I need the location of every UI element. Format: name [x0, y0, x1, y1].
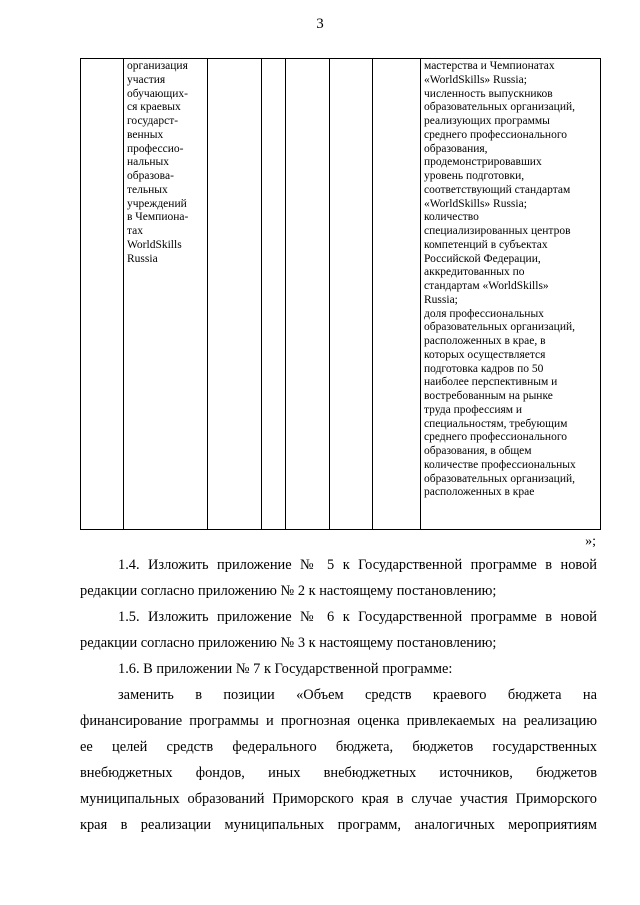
table-cell: [262, 59, 286, 530]
page-number: 3: [316, 16, 324, 32]
task-text: организация участия обучающих- ся краевых государст- венных профессио- нальных образова- тельных учреждений в Чемпиона- тах WorldSkills Russia: [127, 60, 189, 265]
table-cell-task: [124, 59, 208, 530]
paragraph-line: 1.4. Изложить приложение № 5 к Государственной программе в новой: [118, 557, 597, 573]
paragraph-1-5: [80, 604, 597, 656]
paragraph-line: 1.5. Изложить приложение № 6 к Государственной программе в новой: [118, 609, 597, 625]
table-cell-indicators: [421, 59, 601, 530]
table-row: [81, 59, 601, 530]
table-cell: [286, 59, 330, 530]
paragraph-1-6: [80, 656, 597, 682]
table-cell: [330, 59, 373, 530]
paragraph-line: муниципальных образований Приморского края в случае участия Приморского: [80, 791, 597, 807]
table-cell: [373, 59, 421, 530]
paragraph-line: заменить в позиции «Объем средств краевого бюджета на: [118, 687, 597, 703]
paragraph-line: 1.6. В приложении № 7 к Государственной программе:: [118, 661, 453, 677]
paragraph-line: края в реализации муниципальных программ, аналогичных мероприятиям: [80, 817, 597, 833]
indicators-text: мастерства и Чемпионатах «WorldSkills» Russia; численность выпускников образовательных организаций, реализующих программы среднего профессионального образования, продемонстрировавших уровень подготовки, соответствующий стандартам «WorldSkills» Russia; количество специализированных центров компетенций в субъектах Российской Федерации, аккредитованных по стандартам «WorldSkills» Russia; доля профессиональных образовательных организаций, расположенных в крае, в которых осуществляется подготовка кадров по 50 наиболее перспективным и востребованным на рынке труда профессиям и специальностям, требующим среднего профессионального образования, в общем количестве профессиональных образовательных организаций, расположенных в крае: [424, 60, 576, 499]
paragraph-replace: [80, 682, 597, 838]
table-cell-number: [81, 59, 124, 530]
program-table-continuation: [80, 58, 601, 530]
paragraph-line: ее целей средств федерального бюджета, бюджетов государственных: [80, 739, 597, 755]
closing-quote: »;: [585, 534, 596, 549]
paragraph-line: финансирование программы и прогнозная оценка привлекаемых на реализацию: [80, 713, 597, 729]
paragraph-line: внебюджетных фондов, иных внебюджетных источников, бюджетов: [80, 765, 597, 781]
paragraph-1-4: [80, 552, 597, 604]
paragraph-line: редакции согласно приложению № 3 к настоящему постановлению;: [80, 635, 497, 651]
table-cell: [208, 59, 262, 530]
paragraph-line: редакции согласно приложению № 2 к настоящему постановлению;: [80, 583, 497, 599]
